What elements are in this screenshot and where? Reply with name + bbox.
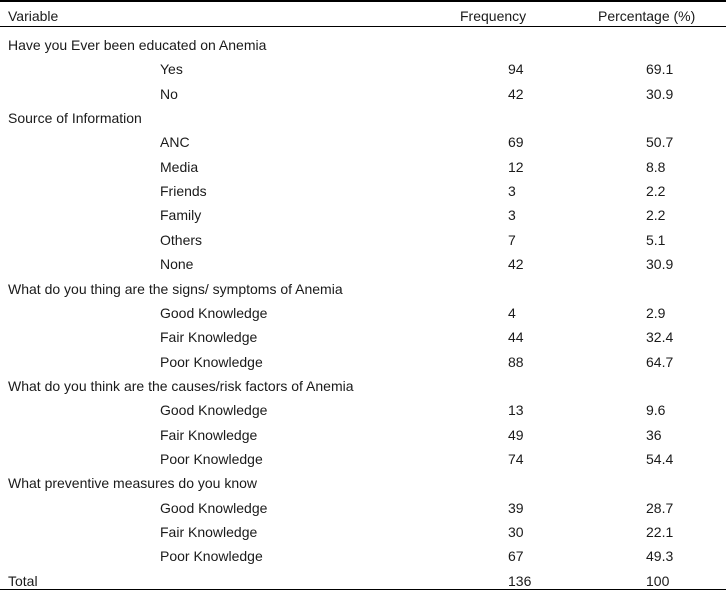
total-percentage: 100 [646, 572, 670, 589]
row-frequency: 7 [508, 231, 516, 248]
row-percentage: 64.7 [646, 353, 674, 370]
row-label: Poor Knowledge [160, 353, 263, 370]
row-frequency: 30 [508, 524, 524, 540]
row-percentage: 2.2 [646, 207, 666, 224]
total-label: Total [8, 572, 38, 589]
section-row [0, 33, 726, 57]
table-row [0, 57, 726, 81]
section-row [0, 471, 726, 495]
row-percentage: 54.4 [646, 450, 674, 467]
section-label: Have you Ever been educated on Anemia [8, 37, 267, 53]
row-frequency: 39 [508, 499, 524, 516]
table-row [0, 520, 726, 544]
row-percentage: 28.7 [646, 499, 674, 516]
row-label: Others [160, 231, 203, 248]
row-percentage: 30.9 [646, 85, 674, 102]
row-label: Good Knowledge [160, 402, 268, 419]
table-row [0, 82, 726, 106]
row-percentage: 22.1 [646, 524, 674, 540]
row-label: None [160, 256, 194, 273]
table-row [0, 228, 726, 252]
table-row [0, 423, 726, 447]
row-percentage: 49.3 [646, 548, 674, 565]
section-row [0, 277, 726, 301]
row-label: Poor Knowledge [160, 548, 263, 565]
row-frequency: 3 [508, 207, 516, 224]
table-row [0, 155, 726, 179]
table-row [0, 350, 726, 374]
row-frequency: 88 [508, 353, 524, 370]
row-frequency: 67 [508, 548, 524, 565]
section-label: What do you thing are the signs/ symptoms of Anemia [8, 280, 343, 297]
total-row [0, 569, 726, 593]
section-label: What preventive measures do you know [8, 475, 258, 492]
row-label: ANC [160, 134, 190, 151]
table-row [0, 301, 726, 325]
total-frequency: 136 [508, 572, 532, 589]
row-frequency: 74 [508, 450, 524, 467]
table-row [0, 130, 726, 154]
row-label: Yes [160, 61, 183, 78]
row-frequency: 4 [508, 304, 516, 321]
variable-column-header: Variable [8, 8, 59, 24]
row-frequency: 44 [508, 329, 524, 346]
row-frequency: 13 [508, 402, 524, 419]
table-row [0, 325, 726, 349]
row-label: No [160, 85, 178, 102]
row-label: Media [160, 158, 199, 175]
row-label: Friends [160, 183, 207, 200]
table-row [0, 179, 726, 203]
row-label: Poor Knowledge [160, 450, 263, 467]
row-percentage: 5.1 [646, 231, 666, 248]
row-percentage: 8.8 [646, 158, 666, 175]
table-row [0, 544, 726, 568]
percentage-column-header: Percentage (%) [598, 8, 696, 24]
row-label: Fair Knowledge [160, 329, 258, 346]
row-frequency: 42 [508, 256, 524, 273]
row-label: Good Knowledge [160, 499, 268, 516]
table-row [0, 252, 726, 276]
row-label: Good Knowledge [160, 304, 268, 321]
row-frequency: 49 [508, 426, 524, 443]
section-label: What do you think are the causes/risk factors of Anemia [8, 377, 354, 394]
row-label: Family [160, 207, 202, 224]
row-percentage: 32.4 [646, 329, 674, 346]
section-row [0, 106, 726, 130]
table-row [0, 496, 726, 520]
row-frequency: 94 [508, 61, 524, 78]
section-row [0, 374, 726, 398]
section-label: Source of Information [8, 110, 142, 127]
table-header-row [0, 6, 726, 27]
row-percentage: 69.1 [646, 61, 674, 78]
row-frequency: 42 [508, 85, 524, 102]
table-row [0, 398, 726, 422]
row-percentage: 2.9 [646, 304, 666, 321]
row-percentage: 2.2 [646, 183, 666, 200]
table-row [0, 447, 726, 471]
row-percentage: 9.6 [646, 402, 666, 419]
row-label: Fair Knowledge [160, 524, 258, 540]
row-frequency: 69 [508, 134, 524, 151]
frequency-column-header: Frequency [460, 8, 527, 24]
row-frequency: 12 [508, 158, 524, 175]
row-frequency: 3 [508, 183, 516, 200]
row-percentage: 50.7 [646, 134, 674, 151]
row-label: Fair Knowledge [160, 426, 258, 443]
row-percentage: 30.9 [646, 256, 674, 273]
row-percentage: 36 [646, 426, 662, 443]
table-row [0, 203, 726, 227]
